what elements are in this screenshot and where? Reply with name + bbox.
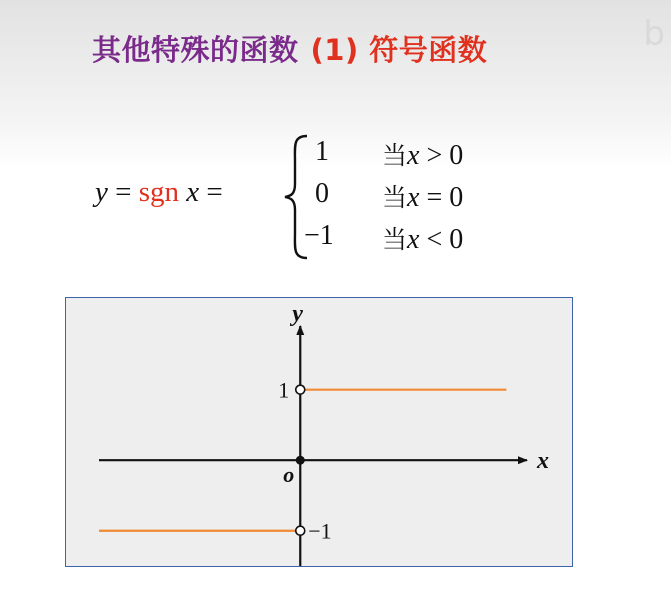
corner-watermark: b — [643, 14, 665, 54]
title-main: 其他特殊的函数 — [92, 33, 299, 67]
origin-point — [296, 456, 305, 465]
case-condition-2: 当x = 0 — [382, 182, 464, 213]
x-axis-label: x — [537, 448, 549, 475]
case-value-3: −1 — [304, 220, 334, 251]
title-sub: (1) 符号函数 — [310, 33, 488, 67]
y-tick-label-neg1: −1 — [308, 518, 332, 544]
open-endpoint-1 — [296, 385, 305, 394]
formula-x: x — [186, 176, 200, 208]
formula-eq2: = — [206, 176, 223, 208]
formula-lhs — [95, 176, 223, 209]
origin-label: o — [283, 462, 295, 488]
formula-y: y — [95, 176, 108, 208]
formula-sgn: sgn — [138, 176, 180, 208]
case-condition-3: 当x < 0 — [382, 224, 464, 255]
sign-function-formula — [0, 0, 671, 280]
y-tick-label-1: 1 — [278, 377, 290, 403]
formula-eq1: = — [115, 176, 132, 208]
case-value-1: 1 — [315, 136, 329, 167]
y-axis-label: y — [292, 301, 303, 327]
graph-svg — [66, 298, 572, 566]
open-endpoint-2 — [296, 526, 305, 535]
case-value-2: 0 — [315, 178, 329, 209]
sign-function-graph — [65, 297, 573, 567]
case-condition-1: 当x > 0 — [382, 140, 464, 171]
